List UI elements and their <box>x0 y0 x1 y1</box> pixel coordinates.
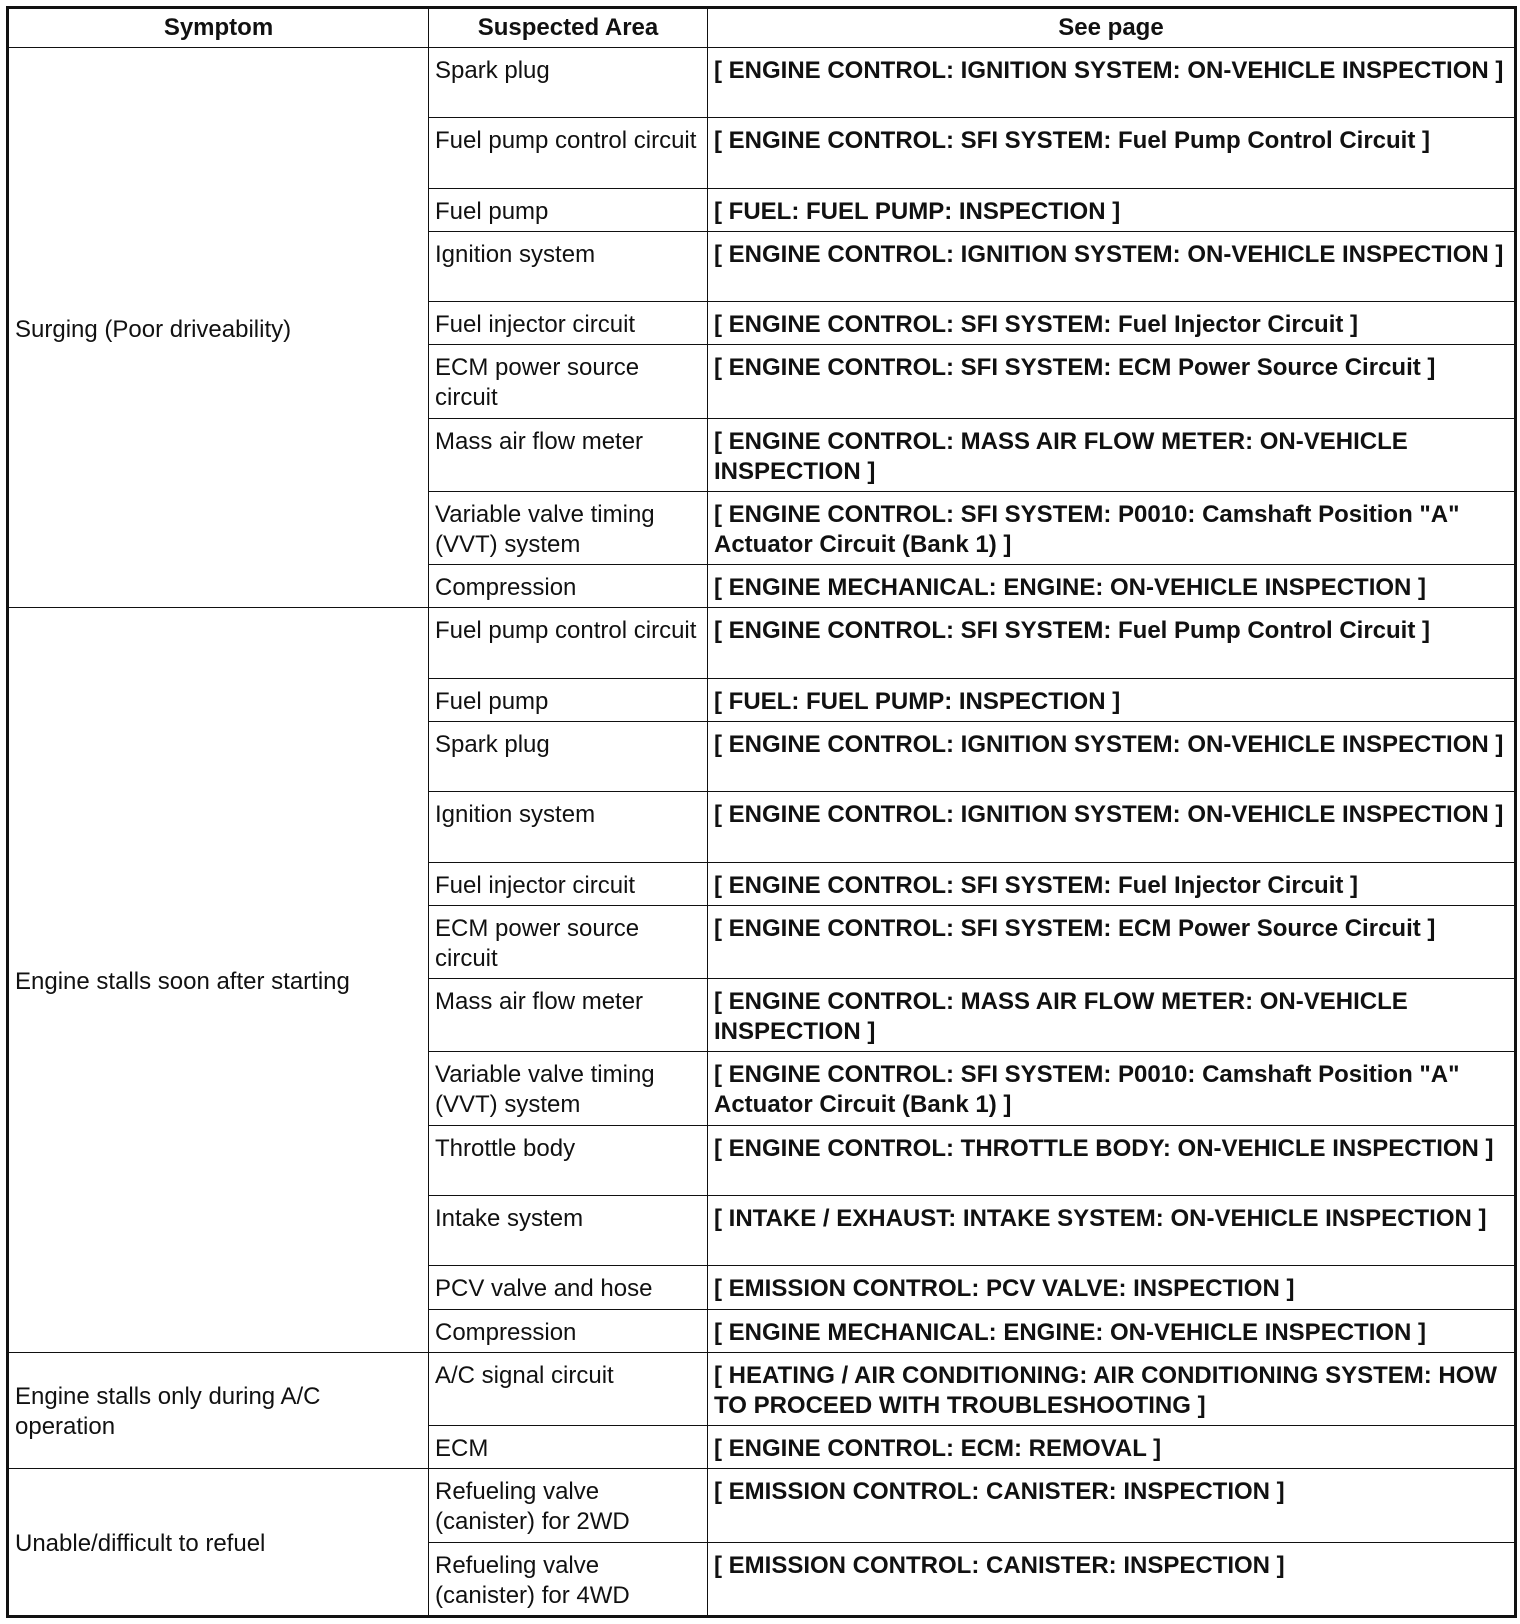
suspected-area-cell: Fuel injector circuit <box>429 862 708 905</box>
suspected-area-cell: Ignition system <box>429 792 708 862</box>
suspected-area-cell: ECM <box>429 1426 708 1469</box>
see-page-cell: [ ENGINE CONTROL: THROTTLE BODY: ON-VEHICLE INSPECTION ] <box>708 1125 1516 1195</box>
see-page-cell: [ ENGINE CONTROL: SFI SYSTEM: P0010: Camshaft Position "A" Actuator Circuit (Bank 1) ] <box>708 1052 1516 1125</box>
see-page-cell: [ ENGINE MECHANICAL: ENGINE: ON-VEHICLE INSPECTION ] <box>708 1309 1516 1352</box>
see-page-cell: [ ENGINE CONTROL: ECM: REMOVAL ] <box>708 1426 1516 1469</box>
suspected-area-cell: Mass air flow meter <box>429 979 708 1052</box>
table-row <box>8 608 1516 678</box>
symptom-cell: Surging (Poor driveability) <box>8 48 429 608</box>
see-page-cell: [ ENGINE CONTROL: MASS AIR FLOW METER: ON-VEHICLE INSPECTION ] <box>708 979 1516 1052</box>
suspected-area-cell: PCV valve and hose <box>429 1266 708 1309</box>
see-page-cell: [ ENGINE CONTROL: IGNITION SYSTEM: ON-VEHICLE INSPECTION ] <box>708 792 1516 862</box>
see-page-cell: [ EMISSION CONTROL: CANISTER: INSPECTION ] <box>708 1542 1516 1617</box>
see-page-cell: [ FUEL: FUEL PUMP: INSPECTION ] <box>708 188 1516 231</box>
see-page-cell: [ ENGINE CONTROL: IGNITION SYSTEM: ON-VEHICLE INSPECTION ] <box>708 48 1516 118</box>
suspected-area-cell: Refueling valve (canister) for 4WD <box>429 1542 708 1617</box>
suspected-area-cell: Ignition system <box>429 231 708 301</box>
suspected-area-cell: Spark plug <box>429 721 708 791</box>
see-page-cell: [ ENGINE CONTROL: SFI SYSTEM: ECM Power Source Circuit ] <box>708 345 1516 418</box>
see-page-cell: [ FUEL: FUEL PUMP: INSPECTION ] <box>708 678 1516 721</box>
suspected-area-cell: Fuel pump control circuit <box>429 608 708 678</box>
troubleshooting-table <box>6 6 1517 1618</box>
see-page-cell: [ HEATING / AIR CONDITIONING: AIR CONDITIONING SYSTEM: HOW TO PROCEED WITH TROUBLESHOOTING ] <box>708 1352 1516 1425</box>
see-page-cell: [ ENGINE CONTROL: IGNITION SYSTEM: ON-VEHICLE INSPECTION ] <box>708 231 1516 301</box>
see-page-cell: [ ENGINE MECHANICAL: ENGINE: ON-VEHICLE INSPECTION ] <box>708 565 1516 608</box>
see-page-cell: [ ENGINE CONTROL: SFI SYSTEM: ECM Power Source Circuit ] <box>708 905 1516 978</box>
suspected-area-cell: Refueling valve (canister) for 2WD <box>429 1469 708 1542</box>
suspected-area-cell: Variable valve timing (VVT) system <box>429 491 708 564</box>
suspected-area-cell: A/C signal circuit <box>429 1352 708 1425</box>
symptom-cell: Engine stalls soon after starting <box>8 608 429 1352</box>
suspected-area-cell: Mass air flow meter <box>429 418 708 491</box>
see-page-cell: [ ENGINE CONTROL: SFI SYSTEM: Fuel Pump Control Circuit ] <box>708 608 1516 678</box>
table-row <box>8 1352 1516 1425</box>
header-see-page: See page <box>708 8 1516 48</box>
suspected-area-cell: Fuel pump <box>429 678 708 721</box>
suspected-area-cell: ECM power source circuit <box>429 905 708 978</box>
see-page-cell: [ ENGINE CONTROL: MASS AIR FLOW METER: ON-VEHICLE INSPECTION ] <box>708 418 1516 491</box>
see-page-cell: [ INTAKE / EXHAUST: INTAKE SYSTEM: ON-VEHICLE INSPECTION ] <box>708 1196 1516 1266</box>
symptom-cell: Engine stalls only during A/C operation <box>8 1352 429 1469</box>
suspected-area-cell: Intake system <box>429 1196 708 1266</box>
see-page-cell: [ ENGINE CONTROL: SFI SYSTEM: Fuel Injector Circuit ] <box>708 862 1516 905</box>
suspected-area-cell: Fuel pump control circuit <box>429 118 708 188</box>
see-page-cell: [ EMISSION CONTROL: PCV VALVE: INSPECTION ] <box>708 1266 1516 1309</box>
see-page-cell: [ ENGINE CONTROL: IGNITION SYSTEM: ON-VEHICLE INSPECTION ] <box>708 721 1516 791</box>
suspected-area-cell: Variable valve timing (VVT) system <box>429 1052 708 1125</box>
suspected-area-cell: Fuel injector circuit <box>429 302 708 345</box>
header-symptom: Symptom <box>8 8 429 48</box>
see-page-cell: [ EMISSION CONTROL: CANISTER: INSPECTION ] <box>708 1469 1516 1542</box>
see-page-cell: [ ENGINE CONTROL: SFI SYSTEM: Fuel Pump Control Circuit ] <box>708 118 1516 188</box>
suspected-area-cell: Compression <box>429 565 708 608</box>
table-row <box>8 1469 1516 1542</box>
header-suspected-area: Suspected Area <box>429 8 708 48</box>
suspected-area-cell: Fuel pump <box>429 188 708 231</box>
suspected-area-cell: Throttle body <box>429 1125 708 1195</box>
suspected-area-cell: ECM power source circuit <box>429 345 708 418</box>
see-page-cell: [ ENGINE CONTROL: SFI SYSTEM: P0010: Camshaft Position "A" Actuator Circuit (Bank 1) ] <box>708 491 1516 564</box>
suspected-area-cell: Compression <box>429 1309 708 1352</box>
see-page-cell: [ ENGINE CONTROL: SFI SYSTEM: Fuel Injector Circuit ] <box>708 302 1516 345</box>
header-row <box>8 8 1516 48</box>
suspected-area-cell: Spark plug <box>429 48 708 118</box>
symptom-cell: Unable/difficult to refuel <box>8 1469 429 1617</box>
table-row <box>8 48 1516 118</box>
